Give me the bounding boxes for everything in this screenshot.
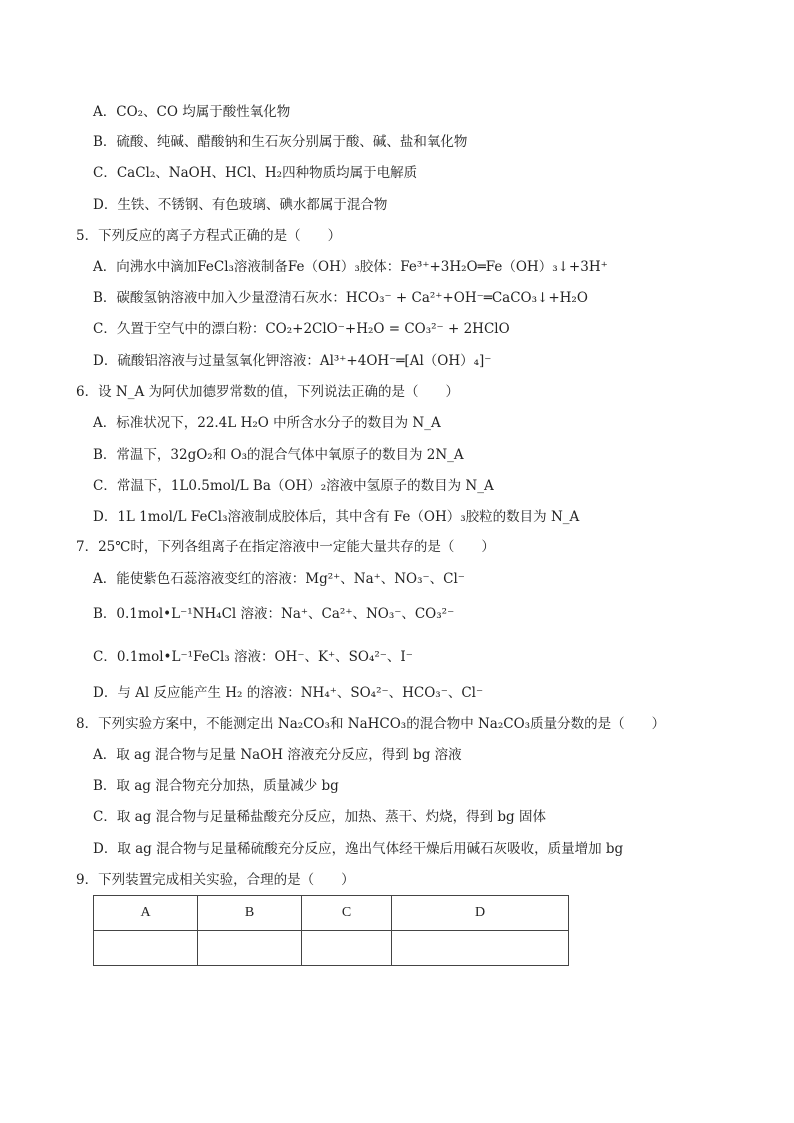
q6-option-a: A．标准状况下，22.4L H₂O 中所含水分子的数目为 N_A (93, 415, 441, 431)
q4-option-b: B．硫酸、纯碱、醋酸钠和生石灰分别属于酸、碱、盐和氧化物 (93, 134, 468, 150)
q5-option-d: D．硫酸铝溶液与过量氢氧化钾溶液：Al³⁺+4OH⁻═[Al（OH）₄]⁻ (93, 353, 492, 369)
q5-option-c: C．久置于空气中的漂白粉：CO₂+2ClO⁻+H₂O = CO₃²⁻ + 2HClO (93, 321, 510, 337)
q9-stem: 9．下列装置完成相关实验，合理的是（ ） (76, 872, 355, 888)
q6-option-b: B．常温下，32gO₂和 O₃的混合气体中氧原子的数目为 2N_A (93, 447, 464, 463)
table-cell-c (302, 931, 392, 966)
q4-option-d: D．生铁、不锈钢、有色玻璃、碘水都属于混合物 (93, 197, 388, 213)
q8-option-d: D．取 ag 混合物与足量稀硫酸充分反应，逸出气体经干燥后用碱石灰吸收，质量增加 bg (93, 841, 624, 857)
q6-stem: 6．设 N_A 为阿伏加德罗常数的值，下列说法正确的是（ ） (76, 384, 459, 400)
q8-option-c: C．取 ag 混合物与足量稀盐酸充分反应，加热、蒸干、灼烧，得到 bg 固体 (93, 809, 546, 825)
q5-option-a: A．向沸水中滴加FeCl₃溶液制备Fe（OH）₃胶体：Fe³⁺+3H₂O═Fe（OH）₃↓+3H⁺ (93, 259, 608, 275)
q8-stem: 8．下列实验方案中，不能测定出 Na₂CO₃和 NaHCO₃的混合物中 Na₂CO₃质量分数的是（ ） (76, 716, 666, 732)
q8-option-b: B．取 ag 混合物充分加热，质量减少 bg (93, 778, 339, 794)
table-header-c: C (302, 896, 392, 931)
q5-stem: 5．下列反应的离子方程式正确的是（ ） (76, 228, 342, 244)
q6-option-d: D．1L 1mol/L FeCl₃溶液制成胶体后，其中含有 Fe（OH）₃胶粒的数目为 N_A (93, 509, 580, 525)
table-header-a: A (94, 896, 198, 931)
table-header-row (94, 896, 569, 931)
q7-stem: 7．25℃时，下列各组离子在指定溶液中一定能大量共存的是（ ） (76, 539, 495, 555)
table-cell-d (392, 931, 569, 966)
q4-option-a: A．CO₂、CO 均属于酸性氧化物 (93, 104, 291, 120)
q5-option-b: B．碳酸氢钠溶液中加入少量澄清石灰水：HCO₃⁻ + Ca²⁺+OH⁻═CaCO₃↓+H₂O (93, 290, 588, 306)
table-header-b: B (198, 896, 302, 931)
table-header-d: D (392, 896, 569, 931)
table-cell-b (198, 931, 302, 966)
q7-option-b: B．0.1mol•L⁻¹NH₄Cl 溶液：Na⁺、Ca²⁺、NO₃⁻、CO₃²⁻ (93, 606, 455, 622)
table-row (94, 931, 569, 966)
q7-option-a: A．能使紫色石蕊溶液变红的溶液：Mg²⁺、Na⁺、NO₃⁻、Cl⁻ (93, 571, 465, 587)
q4-option-c: C．CaCl₂、NaOH、HCl、H₂四种物质均属于电解质 (93, 165, 418, 181)
q7-option-d: D．与 Al 反应能产生 H₂ 的溶液：NH₄⁺、SO₄²⁻、HCO₃⁻、Cl⁻ (93, 685, 484, 701)
q8-option-a: A．取 ag 混合物与足量 NaOH 溶液充分反应，得到 bg 溶液 (93, 747, 462, 763)
apparatus-table (93, 895, 569, 966)
table-cell-a (94, 931, 198, 966)
q7-option-c: C．0.1mol•L⁻¹FeCl₃ 溶液：OH⁻、K⁺、SO₄²⁻、I⁻ (93, 649, 413, 665)
q6-option-c: C．常温下，1L0.5mol/L Ba（OH）₂溶液中氢原子的数目为 N_A (93, 478, 494, 494)
